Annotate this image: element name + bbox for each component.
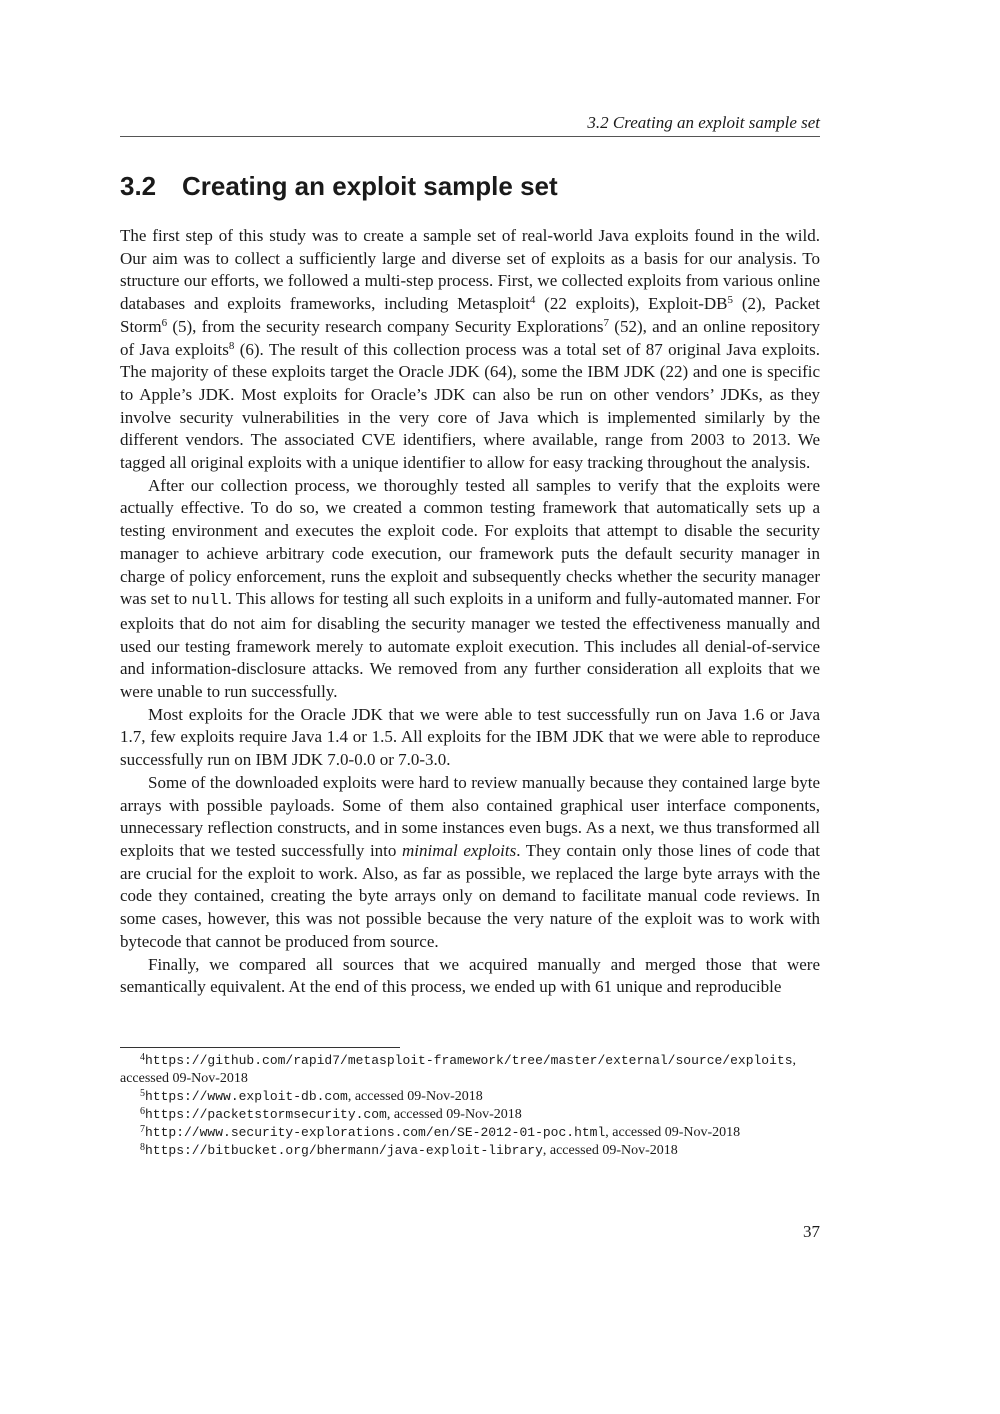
running-header: 3.2 Creating an exploit sample set xyxy=(120,112,820,137)
text-run: The first step of this study was to create a sample set of real-world Java exploits found in the wild. Our aim was to collect a sufficiently large and diverse set of exploits as a basis for our analysis. To structure our efforts, we followed a multi-step process. First, we collected exploits from various online databases and exploits frameworks, including Metasploit xyxy=(120,226,820,314)
footnote-ref: 8 xyxy=(228,339,235,352)
footnote-mark: 4 xyxy=(140,1052,145,1063)
text-run: (22 exploits), Exploit-DB xyxy=(535,294,728,314)
footnote-mark: 7 xyxy=(140,1124,145,1135)
text-run: , xyxy=(347,1089,352,1104)
text-run: , xyxy=(386,1107,391,1122)
footnote-mark: 6 xyxy=(140,1106,145,1117)
footnote-ref: 6 xyxy=(161,316,168,329)
footnote-note: accessed 09-Nov-2018 xyxy=(390,1107,522,1122)
footnote-ref: 4 xyxy=(529,294,536,307)
text-run: (5), from the security research company Security Explorations xyxy=(167,316,604,336)
text-run: , xyxy=(792,1053,797,1068)
text-run: (52), and an online repository of Java exploits xyxy=(120,316,820,359)
footnote xyxy=(120,1106,820,1124)
footnote-note: accessed 09-Nov-2018 xyxy=(120,1071,248,1086)
paragraph: Most exploits for the Oracle JDK that we were able to test successfully run on Java 1.6 or Java 1.7, few exploits require Java 1.4 or 1.5. All exploits for the IBM JDK that we were able to reproduce successfully run on IBM JDK 7.0-0.0 or 7.0-3.0. xyxy=(120,704,820,770)
footnote-note: accessed 09-Nov-2018 xyxy=(608,1125,741,1140)
section-number: 3.2 xyxy=(120,171,157,201)
footnote-ref: 5 xyxy=(727,294,734,307)
footnote-ref: 7 xyxy=(603,316,609,329)
paragraph xyxy=(120,225,820,475)
footnotes xyxy=(120,1052,820,1160)
footnote-note: accessed 09-Nov-2018 xyxy=(546,1143,678,1158)
section-heading xyxy=(120,168,820,204)
footnote-link[interactable]: https://github.com/rapid7/metasploit-framework/tree/master/external/source/exploits xyxy=(145,1053,793,1068)
paragraph xyxy=(120,772,820,954)
footnote-mark: 8 xyxy=(140,1142,145,1153)
text-run: Some of the downloaded exploits were hard to review manually because they contained large byte arrays with possible payloads. Some of them also contained graphical user interface components, unnecessary reflection constructs, and in some instances even bugs. As a next, we thus transformed all exploits that we tested successfully into xyxy=(120,772,820,860)
footnote xyxy=(120,1052,820,1088)
text-run: , xyxy=(605,1125,609,1140)
inline-code: null xyxy=(191,592,228,610)
body-text xyxy=(120,225,820,999)
footnote-link[interactable]: https://www.exploit-db.com xyxy=(145,1089,348,1104)
footnote-rule xyxy=(120,1047,400,1048)
text-run: . They contain only those lines of code that are crucial for the exploit to work. Also, as far as possible, we replaced the large byte arrays with the code they contained, creating the byte arrays only on demand to facilitate manual code reviews. In some cases, however, this was not possible because the very nature of the exploit was to work with bytecode that cannot be produced from source. xyxy=(120,840,820,951)
emphasis: minimal exploits xyxy=(402,840,517,860)
footnote-note: accessed 09-Nov-2018 xyxy=(351,1089,483,1104)
text-run: . This allows for testing all such exploits in a uniform and fully-automated manner. For exploits that do not aim for disabling the security manager we tested the effectiveness manually and used our testing framework merely to automate exploit execution. This includes all denial-of-service and information-disclosure attacks. We removed from any further consideration all exploits that we were unable to run successfully. xyxy=(120,589,821,702)
page-number: 37 xyxy=(803,1222,820,1241)
text-run: After our collection process, we thoroughly tested all samples to verify that the exploits were actually effective. To do so, we created a common testing framework that automatically sets up a testing environment and executes the exploit code. For exploits that attempt to disable the security manager to achieve arbitrary code execution, our framework puts the default security manager in charge of policy enforcement, runs the exploit and subsequently checks whether the security manager was set to xyxy=(120,475,820,609)
footnote-link[interactable]: http://www.security-explorations.com/en/SE-2012-01-poc.html xyxy=(145,1125,606,1140)
paragraph xyxy=(120,475,820,704)
footnote-mark: 5 xyxy=(140,1088,145,1099)
section-title: Creating an exploit sample set xyxy=(182,171,558,201)
text-run: , xyxy=(542,1143,547,1158)
text-run: (6). The result of this collection process was a total set of 87 original Java exploits. The majority of these exploits target the Oracle JDK (64), some the IBM JDK (22) and one is specific to Apple’s JDK. Most exploits for Oracle’s JDK can also be run on other vendors’ JDKs, as they involve security vulnerabilities in the very core of Java which is implemented similarly by the different vendors. The associated CVE identifiers, where available, range from 2003 to 2013. We tagged all original exploits with a unique identifier to allow for easy tracking throughout the analysis. xyxy=(120,339,820,473)
footnote-link[interactable]: https://packetstormsecurity.com xyxy=(145,1107,387,1122)
paragraph: Finally, we compared all sources that we acquired manually and merged those that were semantically equivalent. At the end of this process, we ended up with 61 unique and reproducible xyxy=(120,954,820,997)
text-run: (2), Packet Storm xyxy=(120,294,820,336)
footnote-link[interactable]: https://bitbucket.org/bhermann/java-exploit-library xyxy=(145,1143,543,1158)
footnote xyxy=(120,1124,820,1142)
footnote xyxy=(120,1088,820,1106)
footnote xyxy=(120,1142,820,1160)
